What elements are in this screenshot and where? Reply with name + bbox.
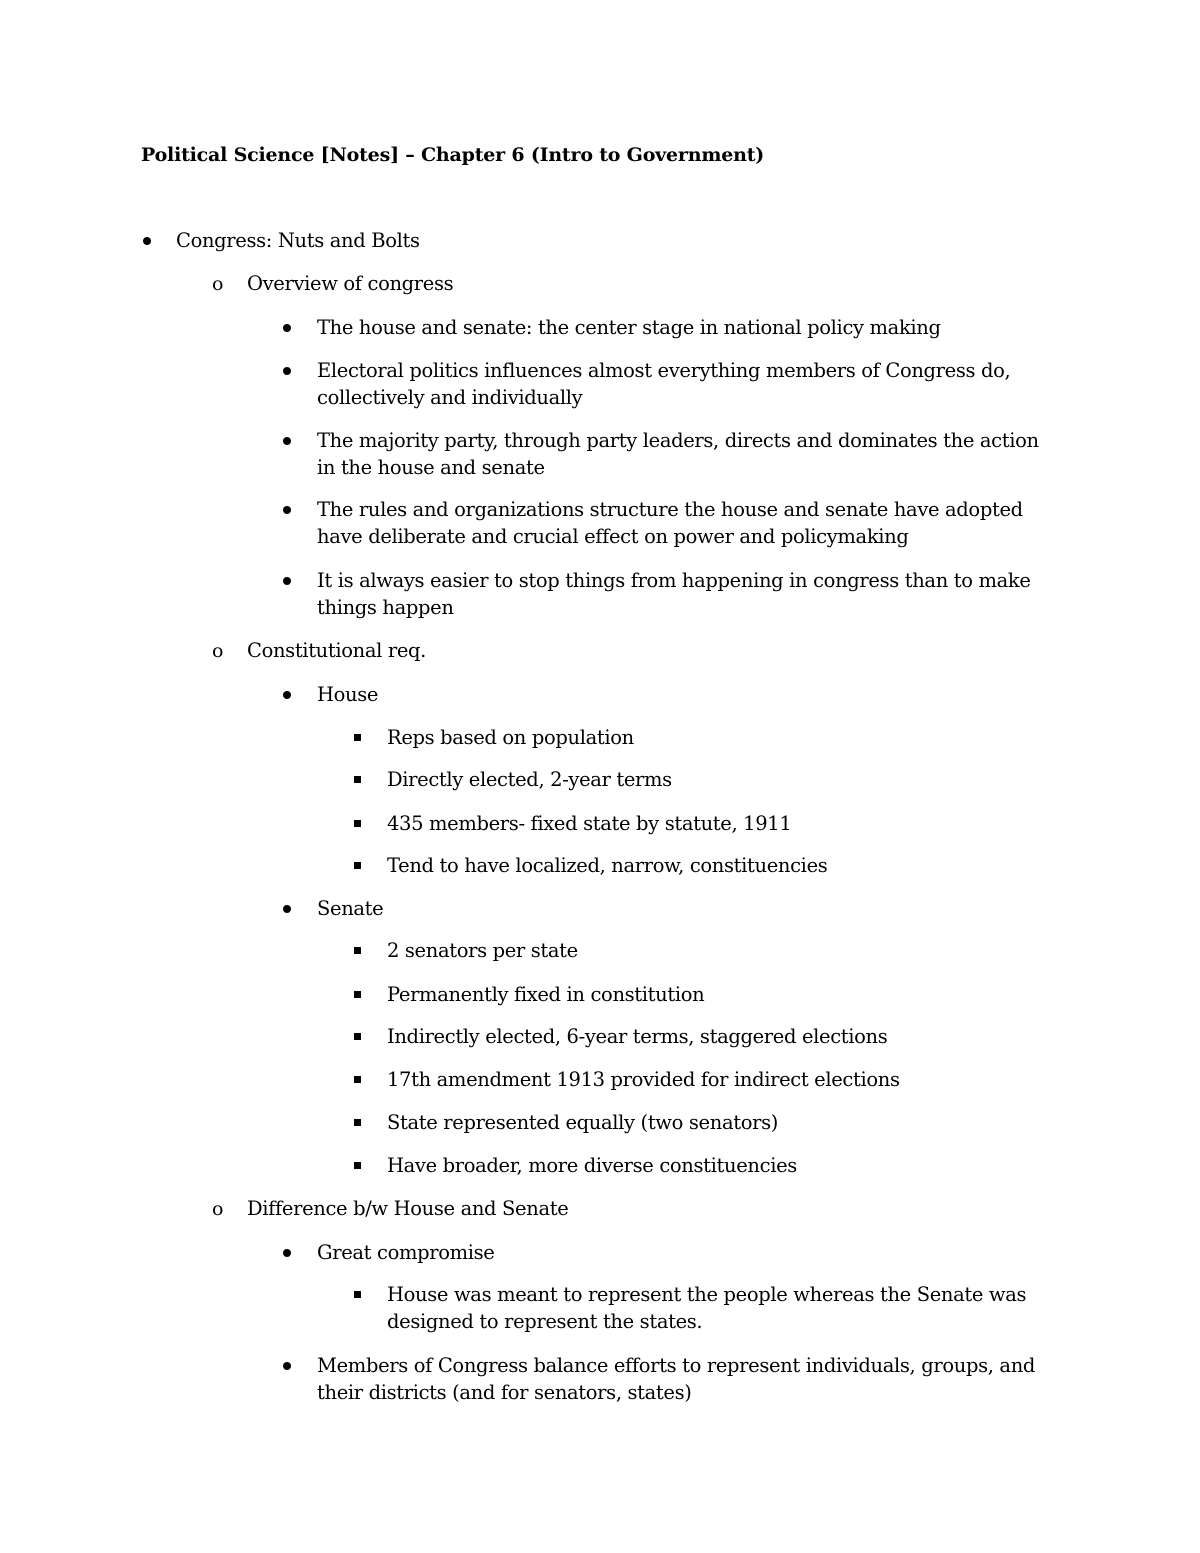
bullet-square <box>354 820 361 827</box>
list-item: Great compromise <box>317 1241 495 1264</box>
list-item: The majority party, through party leaders, directs and dominates the action in the house and senate <box>317 429 1039 479</box>
bullet-dot <box>283 506 291 514</box>
list-item: Have broader, more diverse constituencies <box>387 1154 797 1177</box>
list-item: House was meant to represent the people whereas the Senate was designed to represent the states. <box>387 1283 1027 1333</box>
list-item: 435 members- fixed state by statute, 1911 <box>387 812 792 835</box>
list-item: The rules and organizations structure the house and senate have adopted have deliberate and crucial effect on power and policymaking <box>317 498 1023 548</box>
list-item: 2 senators per state <box>387 939 578 962</box>
bullet-square <box>354 1033 361 1040</box>
bullet-dot <box>283 437 291 445</box>
list-item: State represented equally (two senators) <box>387 1111 778 1134</box>
bullet-square <box>354 776 361 783</box>
bullet-square <box>354 1162 361 1169</box>
list-item: Electoral politics influences almost everything members of Congress do, collectively and individually <box>317 359 1011 409</box>
bullet-circle: o <box>212 1198 224 1220</box>
bullet-square <box>354 947 361 954</box>
list-item: Senate <box>317 897 384 920</box>
list-item: Members of Congress balance efforts to represent individuals, groups, and their districts (and for senators, states) <box>317 1354 1036 1404</box>
bullet-square <box>354 991 361 998</box>
bullet-square <box>354 1291 361 1298</box>
list-item: Permanently fixed in constitution <box>387 983 705 1006</box>
bullet-square <box>354 1076 361 1083</box>
bullet-dot <box>283 691 291 699</box>
bullet-dot <box>283 577 291 585</box>
bullet-circle: o <box>212 640 224 662</box>
list-item: House <box>317 683 379 706</box>
list-item: It is always easier to stop things from happening in congress than to make things happen <box>317 569 1031 619</box>
bullet-dot <box>283 905 291 913</box>
list-item: Indirectly elected, 6-year terms, staggered elections <box>387 1025 888 1048</box>
list-item: Tend to have localized, narrow, constituencies <box>387 854 828 877</box>
list-item: Directly elected, 2-year terms <box>387 768 672 791</box>
bullet-square <box>354 1119 361 1126</box>
list-item: The house and senate: the center stage in national policy making <box>317 316 941 339</box>
bullet-dot <box>283 367 291 375</box>
list-item: Constitutional req. <box>247 639 427 662</box>
bullet-dot <box>283 324 291 332</box>
bullet-dot <box>143 237 151 245</box>
bullet-circle: o <box>212 273 224 295</box>
document-title: Political Science [Notes] – Chapter 6 (Intro to Government) <box>141 144 765 166</box>
list-item: 17th amendment 1913 provided for indirect elections <box>387 1068 900 1091</box>
bullet-dot <box>283 1249 291 1257</box>
list-item: Overview of congress <box>247 272 454 295</box>
list-item: Difference b/w House and Senate <box>247 1197 569 1220</box>
bullet-dot <box>283 1362 291 1370</box>
list-item: Congress: Nuts and Bolts <box>176 229 420 252</box>
list-item: Reps based on population <box>387 726 634 749</box>
bullet-square <box>354 862 361 869</box>
bullet-square <box>354 734 361 741</box>
